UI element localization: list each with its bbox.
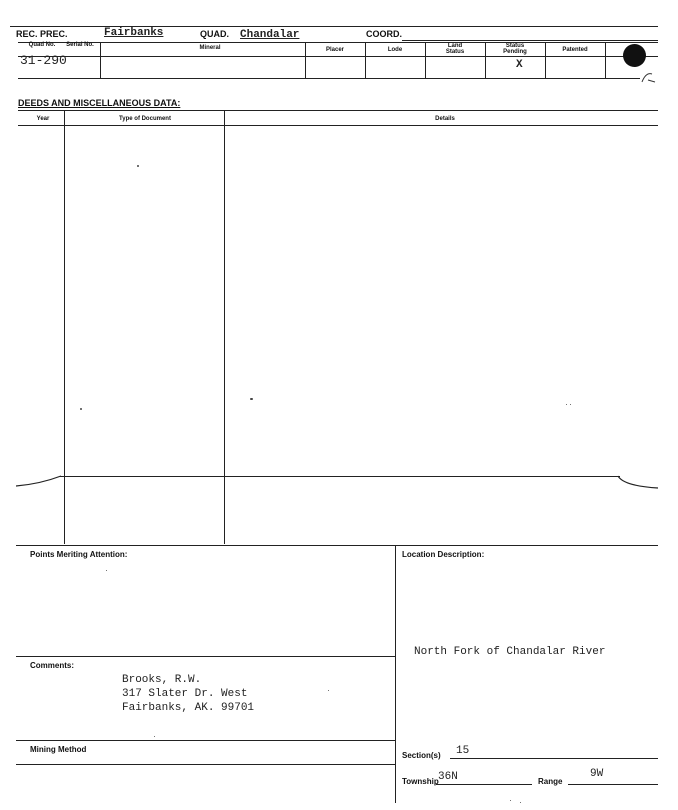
comments-rule xyxy=(16,656,395,657)
deeds-bottom-rule xyxy=(60,476,620,477)
col-placer: Placer xyxy=(325,47,344,53)
section-value: 15 xyxy=(456,745,470,757)
col-quad-no: Quad No. xyxy=(28,42,56,48)
speck xyxy=(137,165,139,167)
header-col-divider-3 xyxy=(365,42,366,78)
speck xyxy=(510,800,511,801)
speck xyxy=(328,690,329,691)
header-grid-top xyxy=(18,42,658,43)
col-status-pending: Status Pending xyxy=(503,43,527,55)
deeds-header-rule xyxy=(18,125,658,126)
speck xyxy=(250,398,253,400)
coord-rule xyxy=(402,40,658,41)
status-pending-mark: X xyxy=(516,59,523,71)
deeds-col-details: Details xyxy=(435,116,455,122)
header-grid-mid xyxy=(18,56,658,57)
coord-label: COORD. xyxy=(366,29,402,39)
mining-method-rule xyxy=(16,740,395,741)
col-serial-no: Serial No. xyxy=(66,42,94,48)
header-col-divider-4 xyxy=(425,42,426,78)
page-curl-right xyxy=(618,474,660,490)
ink-blot xyxy=(623,44,646,67)
deeds-top-rule xyxy=(18,110,658,111)
township-underline xyxy=(436,784,532,785)
quad-label: QUAD. xyxy=(200,29,229,39)
speck xyxy=(566,404,567,405)
header-col-divider-2 xyxy=(305,42,306,78)
speck xyxy=(154,736,155,737)
township-label: Township xyxy=(402,777,439,786)
section-underline xyxy=(450,758,658,759)
header-grid-bottom xyxy=(18,78,640,79)
deeds-col-year: Year xyxy=(36,116,50,122)
header-col-divider-6 xyxy=(545,42,546,78)
location-description-value: North Fork of Chandalar River xyxy=(414,646,606,658)
corner-scribble xyxy=(640,68,658,86)
col-lode: Lode xyxy=(387,47,403,53)
comments-line-1: Brooks, R.W. xyxy=(122,674,202,686)
lower-center-divider xyxy=(395,545,396,803)
header-col-divider-5 xyxy=(485,42,486,78)
location-description-label: Location Description: xyxy=(402,550,485,559)
speck xyxy=(106,570,107,571)
deeds-col-type: Type of Document xyxy=(119,116,171,122)
range-label: Range xyxy=(538,777,563,786)
quad-value: Chandalar xyxy=(240,29,300,41)
speck xyxy=(80,408,82,410)
range-value: 9W xyxy=(590,768,604,780)
mining-method-label: Mining Method xyxy=(30,745,87,754)
deeds-col-divider-1 xyxy=(64,110,65,544)
quad-no-value: 31-290 xyxy=(20,53,67,68)
lower-top-rule xyxy=(16,545,658,546)
header-col-divider-1 xyxy=(100,42,101,78)
comments-line-3: Fairbanks, AK. 99701 xyxy=(122,702,255,714)
township-value: 36N xyxy=(438,771,458,783)
speck xyxy=(520,802,521,803)
section-label: Section(s) xyxy=(402,751,441,760)
header-col-divider-7 xyxy=(605,42,606,78)
col-mineral: Mineral xyxy=(199,45,221,51)
rec-prec-label: REC. PREC. xyxy=(16,29,68,39)
col-land-status: Land Status xyxy=(445,43,465,55)
page-curl-left xyxy=(16,474,62,488)
comments-label: Comments: xyxy=(30,661,75,670)
points-meriting-attention-label: Points Meriting Attention: xyxy=(30,550,128,559)
rec-prec-value: Fairbanks xyxy=(104,27,164,39)
range-underline xyxy=(568,784,658,785)
col-patented: Patented xyxy=(562,47,588,53)
mining-method-bottom-rule xyxy=(16,764,395,765)
speck xyxy=(570,404,571,405)
deeds-col-divider-2 xyxy=(224,110,225,544)
deeds-title: DEEDS AND MISCELLANEOUS DATA: xyxy=(18,98,181,108)
comments-line-2: 317 Slater Dr. West xyxy=(122,688,248,700)
